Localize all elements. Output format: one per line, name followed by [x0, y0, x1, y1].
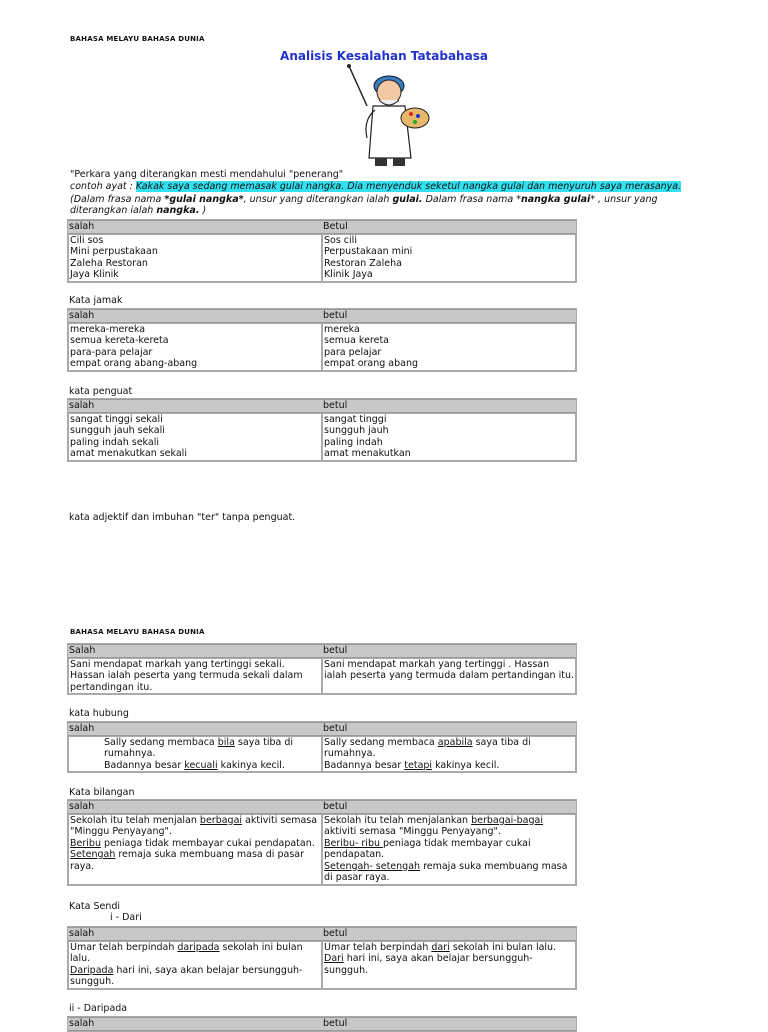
col-header: salah [68, 1017, 322, 1031]
col-header: betul [322, 399, 576, 413]
section-caption: Kata Sendi [69, 901, 121, 912]
cell-line: para-para pelajar [70, 346, 153, 358]
cell-line: Sekolah itu telah menjalan berbagai aktiviti semasa "Minggu Penyayang". [70, 814, 318, 837]
cell-line: Daripada hari ini, saya akan belajar bersungguh-sungguh. [70, 964, 303, 987]
table-tertinggi [67, 643, 577, 695]
note-part: , unsur yang diterangkan ialah [243, 194, 393, 205]
adjektif-note: kata adjektif dan imbuhan "ter" tanpa penguat. [69, 512, 296, 523]
cell-line: sungguh jauh sekali [70, 425, 165, 436]
cell-line: Beribu- ribu peniaga tidak membayar cukai pendapatan. [324, 837, 531, 860]
page-title: Analisis Kesalahan Tatabahasa [280, 49, 488, 63]
cell-line: Beribu peniaga tidak membayar cukai pendapatan. [70, 837, 315, 849]
cell-line: semua kereta [324, 335, 390, 346]
table-kata-penguat [67, 398, 577, 462]
col-header: betul [322, 1017, 576, 1031]
col-header: salah [68, 399, 322, 413]
table-cell [68, 234, 322, 282]
cell-line: Sekolah itu telah menjalankan berbagai-bagai aktiviti semasa "Minggu Penyayang". [324, 814, 543, 837]
cell-line: rumahnya. [324, 748, 376, 759]
table-cell [322, 736, 576, 773]
col-header: betul [322, 644, 576, 658]
page-header: BAHASA MELAYU BAHASA DUNIA [70, 35, 205, 43]
table-cell [322, 323, 576, 371]
section-caption: Kata bilangan [69, 787, 135, 798]
table-cell [68, 413, 322, 461]
section-subcaption: i - Dari [110, 912, 142, 923]
col-header: salah [68, 722, 322, 736]
col-header: betul [322, 309, 576, 323]
note-bold: *gulai nangka* [164, 194, 244, 205]
cell-line: Dari hari ini, saya akan belajar bersungguh-sungguh. [324, 953, 533, 976]
cell-line: sangat tinggi [324, 413, 387, 425]
page-header: BAHASA MELAYU BAHASA DUNIA [70, 628, 205, 636]
table-cell [68, 941, 322, 989]
col-header: Betul [322, 220, 576, 234]
cell-line: paling indah [324, 436, 383, 448]
col-header: betul [322, 927, 576, 941]
note-part: * , unsur yang [590, 194, 658, 205]
section-caption: kata hubung [69, 708, 129, 719]
table-cell [322, 814, 576, 885]
cell-line: Zaleha Restoran [70, 257, 148, 269]
col-header: salah [68, 927, 322, 941]
cell-line: Sally sedang membaca bila saya tiba di [104, 736, 294, 748]
col-header: betul [322, 722, 576, 736]
cell-line: mereka-mereka [70, 323, 146, 335]
cell-line: sangat tinggi sekali [70, 413, 163, 425]
section-caption: kata penguat [69, 386, 133, 397]
col-header: salah [68, 800, 322, 814]
section-subcaption: ii - Daripada [69, 1003, 128, 1014]
note-part: diterangkan ialah [70, 205, 157, 216]
cell-line: Sos cili [324, 234, 357, 246]
col-header: salah [68, 220, 322, 234]
table-cell [322, 413, 576, 461]
cell-line: Perpustakaan mini [324, 246, 413, 257]
cell-line: Umar telah berpindah daripada sekolah ini bulan lalu. [70, 941, 303, 964]
table-cell [322, 658, 576, 695]
note-bold: nangka gulai [521, 194, 591, 205]
cell-line: amat menakutkan [324, 448, 411, 459]
col-header: salah [68, 309, 322, 323]
painter-clipart-icon [345, 62, 435, 172]
example-label: contoh ayat : [70, 181, 136, 192]
cell-line: Setengah- setengah remaja suka membuang masa di pasar raya. [324, 860, 568, 883]
note-part: (Dalam frasa nama [70, 194, 165, 205]
cell-text: Sani mendapat markah yang tertinggi . Hassan ialah peserta yang termuda dalam pertandingan itu. [324, 658, 574, 681]
table-cell [322, 234, 576, 282]
example-highlight: Kakak saya sedang memasak gulai nangka. Dia menyenduk seketul nangka gulai dan menyuruh saya merasanya. [135, 181, 682, 192]
note-bold: nangka. [156, 205, 200, 216]
table-cell [68, 736, 322, 773]
table-kata-bilangan [67, 799, 577, 886]
cell-line: Setengah remaja suka membuang masa di pasar raya. [70, 849, 304, 872]
col-header: Salah [68, 644, 322, 658]
note-part: ) [199, 205, 207, 216]
cell-line: Restoran Zaleha [324, 257, 402, 269]
cell-line: Jaya Klinik [70, 269, 119, 280]
cell-line: Klinik Jaya [324, 269, 373, 280]
cell-line: empat orang abang-abang [70, 358, 198, 369]
table-kata-sendi-dari [67, 926, 577, 990]
table-cell [68, 323, 322, 371]
table-kata-jamak [67, 308, 577, 372]
note-bold: gulai. [392, 194, 423, 205]
cell-line: Cili sos [70, 234, 104, 246]
col-header: betul [322, 800, 576, 814]
section-caption: Kata jamak [69, 295, 123, 306]
example-sentence [70, 181, 681, 192]
cell-line: Mini perpustakaan [70, 246, 158, 257]
table-frasa-nama [67, 219, 577, 283]
cell-line: empat orang abang [324, 358, 419, 369]
table-cell [322, 941, 576, 989]
table-cell [68, 814, 322, 885]
cell-line: para pelajar [324, 346, 382, 358]
table-kata-hubung [67, 721, 577, 773]
note-line-1 [70, 194, 658, 205]
rule-text: "Perkara yang diterangkan mesti mendahului "penerang" [70, 169, 344, 180]
cell-line: amat menakutkan sekali [70, 448, 187, 459]
cell-line: sungguh jauh [324, 425, 389, 436]
cell-line: Badannya besar kecuali kakinya kecil. [104, 759, 285, 771]
cell-line: Badannya besar tetapi kakinya kecil. [324, 759, 500, 771]
cell-line: rumahnya. [104, 748, 156, 759]
cell-line: Umar telah berpindah dari sekolah ini bulan lalu. [324, 941, 557, 953]
cell-line: mereka [324, 323, 360, 335]
cell-text: Sani mendapat markah yang tertinggi sekali. Hassan ialah peserta yang termuda sekali dalam pertandingan itu. [70, 658, 303, 693]
cell-line: semua kereta-kereta [70, 335, 169, 346]
note-part: Dalam frasa nama * [422, 194, 521, 205]
cell-line: paling indah sekali [70, 436, 159, 448]
cell-line: Sally sedang membaca apabila saya tiba di [324, 736, 531, 748]
note-line-2 [70, 205, 206, 216]
table-cell [68, 658, 322, 695]
